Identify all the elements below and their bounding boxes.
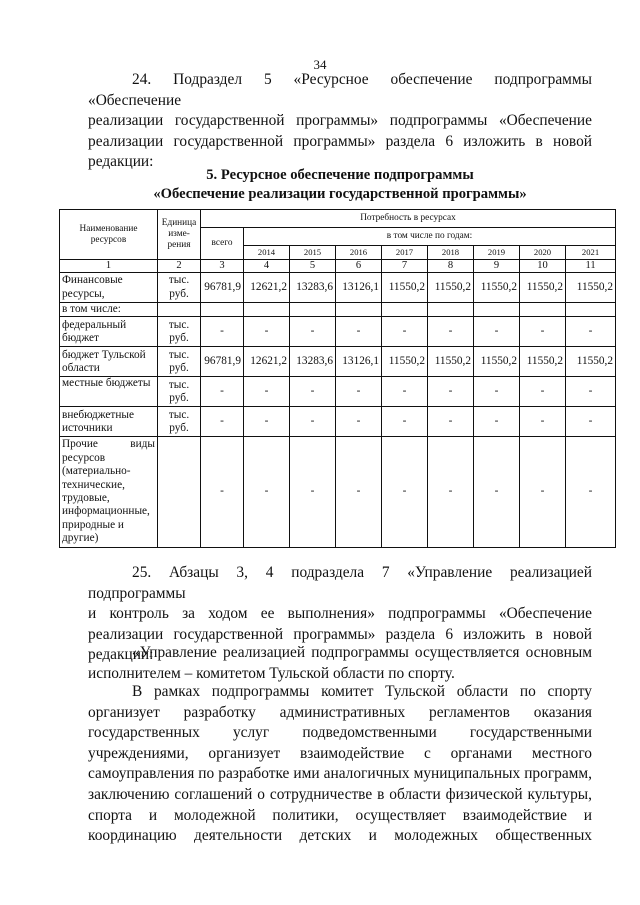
paragraph-line: самоуправления по разработке ими аналогичных муниципальных программ, [88, 765, 592, 783]
paragraph-line: координацию деятельности детских и молодежных общественных [88, 827, 592, 845]
column-number: 5 [290, 260, 336, 273]
paragraph-line: и контроль за ходом ее выполнения» подпрограммы «Обеспечение [88, 605, 592, 623]
row-value: - [336, 437, 382, 547]
paragraph-line: В рамках подпрограммы комитет Тульской области по спорту [132, 683, 592, 700]
column-number: 11 [566, 260, 616, 273]
row-value: 11550,2 [474, 273, 520, 303]
row-value: 13126,1 [336, 273, 382, 303]
row-value: 13283,6 [290, 273, 336, 303]
row-value: - [290, 377, 336, 407]
paragraph-line: заключению соглашений о сотрудничестве в области физической культуры, [88, 785, 592, 803]
row-value: - [520, 437, 566, 547]
row-value: - [336, 377, 382, 407]
row-value: - [382, 317, 428, 347]
row-name: в том числе: [60, 303, 158, 317]
paragraph-line: организует разработку административных регламентов оказания [88, 703, 592, 721]
row-value: - [244, 437, 290, 547]
row-value: 11550,2 [382, 347, 428, 377]
column-number: 9 [474, 260, 520, 273]
row-value: 13283,6 [290, 347, 336, 377]
column-number: 1 [60, 260, 158, 273]
row-value: - [336, 407, 382, 437]
row-unit: тыс. руб. [158, 347, 201, 377]
header-need: Потребность в ресурсах [201, 210, 616, 228]
column-number: 6 [336, 260, 382, 273]
row-value: - [336, 317, 382, 347]
header-unit: Единица изме-рения [158, 210, 201, 260]
header-years-caption: в том числе по годам: [244, 228, 616, 246]
row-name: Финансовые ресурсы, [60, 273, 158, 303]
header-year: 2020 [520, 246, 566, 260]
row-value: 11550,2 [382, 273, 428, 303]
paragraph-line: редакции: [88, 646, 154, 664]
row-name: внебюджетные источники [60, 407, 158, 437]
row-value: - [382, 437, 428, 547]
body-paragraph [88, 682, 592, 847]
row-value: - [428, 437, 474, 547]
header-year: 2019 [474, 246, 520, 260]
header-total: всего [201, 228, 244, 260]
table-row [60, 347, 616, 377]
header-year: 2015 [290, 246, 336, 260]
column-number: 2 [158, 260, 201, 273]
row-value: 11550,2 [566, 273, 616, 303]
quote-paragraph [88, 643, 592, 684]
row-name-line: трудовые, [62, 491, 110, 504]
row-value: - [244, 377, 290, 407]
intro-line: 24. Подраздел 5 «Ресурсное обеспечение подпрограммы «Обеспечение [88, 71, 592, 109]
row-name-line: ресурсов [62, 451, 106, 464]
row-value: - [201, 317, 244, 347]
row-value: - [244, 317, 290, 347]
column-number: 8 [428, 260, 474, 273]
header-year: 2014 [244, 246, 290, 260]
row-value: - [201, 407, 244, 437]
row-name-line: информационные, [62, 505, 150, 518]
paragraph-line: учреждениями, организует взаимодействие с органами местного [88, 744, 592, 762]
row-value: 11550,2 [428, 347, 474, 377]
row-value: - [474, 437, 520, 547]
row-value: 11550,2 [428, 273, 474, 303]
row-value: - [382, 407, 428, 437]
row-value: - [566, 377, 616, 407]
paragraph-line: государственных услуг подведомственными государственными [88, 724, 592, 742]
column-numbers-row [60, 260, 616, 273]
row-value: 11550,2 [566, 347, 616, 377]
row-value: - [290, 317, 336, 347]
column-number: 3 [201, 260, 244, 273]
column-number: 10 [520, 260, 566, 273]
row-value: - [474, 377, 520, 407]
row-unit: тыс. руб. [158, 407, 201, 437]
resources-table [59, 209, 616, 548]
column-number: 4 [244, 260, 290, 273]
row-value: - [474, 407, 520, 437]
section-title [88, 166, 592, 203]
row-unit: тыс. руб. [158, 377, 201, 407]
row-name-line: технические, [62, 478, 125, 491]
intro-paragraph [88, 70, 592, 173]
row-value: 11550,2 [474, 347, 520, 377]
paragraph-line: «Управление реализацией подпрограммы осуществляется основным [132, 644, 592, 661]
table-row [60, 273, 616, 303]
row-value: 11550,2 [520, 347, 566, 377]
table-row [60, 437, 616, 547]
section-title-line: «Обеспечение реализации государственной программы» [153, 185, 527, 202]
paragraph-line: исполнителем – комитетом Тульской области по спорту. [88, 664, 455, 682]
row-value: - [520, 377, 566, 407]
row-value: - [290, 407, 336, 437]
row-value: - [201, 437, 244, 547]
row-value: - [520, 317, 566, 347]
table-row [60, 317, 616, 347]
row-value: 96781,9 [201, 273, 244, 303]
table-row [60, 377, 616, 407]
paragraph-line: спорта и молодежной политики, осуществляет взаимодействие и [88, 806, 592, 824]
row-value: - [566, 437, 616, 547]
header-name: Наименование ресурсов [60, 210, 158, 260]
column-number: 7 [382, 260, 428, 273]
row-value: - [290, 437, 336, 547]
header-year: 2017 [382, 246, 428, 260]
row-value: - [428, 407, 474, 437]
row-value: - [428, 317, 474, 347]
row-value: - [566, 317, 616, 347]
row-value: 96781,9 [201, 347, 244, 377]
paragraph-line: реализации государственной программы» раздела 6 изложить в новой [88, 625, 592, 643]
row-name-line: Прочие виды [62, 438, 155, 451]
row-value: - [428, 377, 474, 407]
section-title-line: 5. Ресурсное обеспечение подпрограммы [206, 167, 474, 183]
intro-line: редакции: [88, 153, 154, 171]
row-value: - [201, 377, 244, 407]
row-value: 12621,2 [244, 273, 290, 303]
header-year: 2016 [336, 246, 382, 260]
row-name [60, 437, 158, 547]
row-value: - [244, 407, 290, 437]
row-unit: тыс. руб. [158, 273, 201, 303]
row-name: бюджет Тульской области [60, 347, 158, 377]
row-value: 12621,2 [244, 347, 290, 377]
row-name-line: (материально- [62, 465, 131, 478]
page-number: 34 [313, 57, 327, 72]
row-value: - [566, 407, 616, 437]
header-year: 2018 [428, 246, 474, 260]
row-name-line: другие) [62, 532, 99, 545]
paragraph-line: 25. Абзацы 3, 4 подраздела 7 «Управление реализацией подпрограммы [88, 564, 592, 602]
row-value: 11550,2 [520, 273, 566, 303]
row-value: - [382, 377, 428, 407]
table-row [60, 407, 616, 437]
header-year: 2021 [566, 246, 616, 260]
row-name: федеральный бюджет [60, 317, 158, 347]
table-row [60, 303, 616, 317]
intro-line: реализации государственной программы» подпрограммы «Обеспечение [88, 112, 592, 130]
row-name-line: природные и [62, 518, 124, 531]
row-value: - [520, 407, 566, 437]
row-name: местные бюджеты [60, 377, 158, 407]
row-value: - [474, 317, 520, 347]
intro-line: реализации государственной программы» раздела 6 изложить в новой [88, 132, 592, 150]
row-unit: тыс. руб. [158, 317, 201, 347]
row-value: 13126,1 [336, 347, 382, 377]
